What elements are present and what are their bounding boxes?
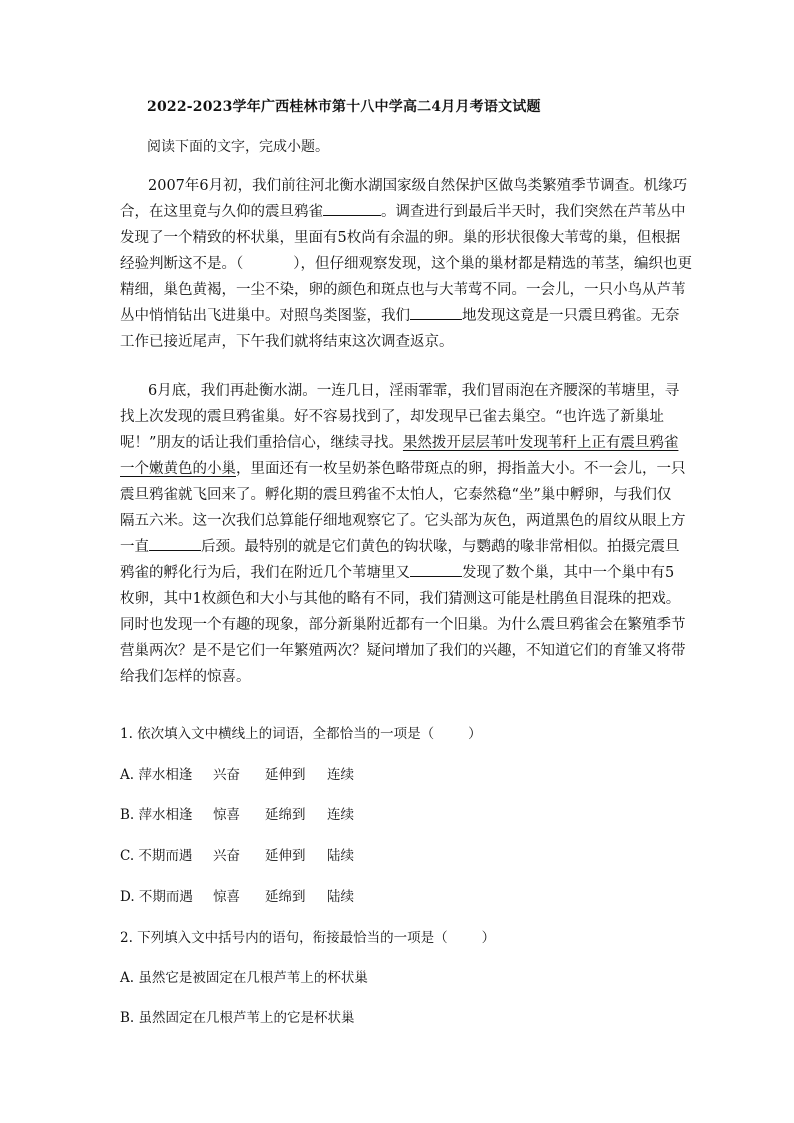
passage-line: 发现了一个精致的杯状巢，里面有5枚尚有余温的卵。巢的形状很像大苇莺的巢，但根据 <box>120 230 681 246</box>
page-title: 2022-2023学年广西桂林市第十八中学高二4月月考语文试题 <box>147 99 541 115</box>
instruction-text: 阅读下面的文字，完成小题。 <box>147 139 329 155</box>
passage-line: 呢！”朋友的话让我们重拾信心，继续寻找。果然拨开层层苇叶发现苇秆上正有震旦鸦雀 <box>120 435 679 451</box>
passage-line: 隔五六米。这一次我们总算能仔细地观察它了。它头部为灰色，两道黑色的眉纹从眼上方 <box>120 513 686 529</box>
q2-option-b[interactable]: B. 虽然固定在几根芦苇上的它是杯状巢 <box>120 1010 355 1026</box>
question-2: 2. 下列填入文中括号内的语句，衔接最恰当的一项是（ ） <box>120 930 496 946</box>
passage-paragraph-1 <box>120 173 692 355</box>
question-1: 1. 依次填入文中横线上的词语，全都恰当的一项是（ ） <box>120 726 482 742</box>
passage-line: 一直 后颈。最特别的就是它们黄色的钩状喙，与鹦鹉的喙非常相似。拍摄完震旦 <box>120 534 680 560</box>
passage-line: 找上次发现的震旦鸦雀巢。好不容易找到了，却发现早已雀去巢空。“也许选了新巢址 <box>120 409 664 425</box>
passage-line: 经验判断这不是。（ ），但仔细观察发现，这个巢的巢材都是精选的苇茎，编织也更 <box>120 256 692 272</box>
passage-line: 精细，巢色黄褐，一尘不染，卵的颜色和斑点也与大苇莺不同。一会儿，一只小鸟从芦苇 <box>120 282 686 298</box>
passage-line: 工作已接近尾声，下午我们就将结束这次调查返京。 <box>120 334 454 350</box>
fill-blank <box>149 536 201 551</box>
passage-line: 2007年6月初，我们前往河北衡水湖国家级自然保护区做鸟类繁殖季节调查。机缘巧 <box>148 178 688 194</box>
passage-line: 鸦雀的孵化行为后，我们在附近几个苇塘里又 发现了数个巢，其中一个巢中有5 <box>120 560 680 586</box>
passage-line: 一个嫩黄色的小巢，里面还有一枚呈奶茶色略带斑点的卵，拇指盖大小。不一会儿，一只 <box>120 461 686 477</box>
passage-line: 营巢两次？是不是它们一年繁殖两次？疑问增加了我们的兴趣，不知道它们的育雏又将带 <box>120 643 686 659</box>
passage-line: 震旦鸦雀就飞回来了。孵化期的震旦鸦雀不太怕人，它泰然稳“坐”巢中孵卵，与我们仅 <box>120 487 672 503</box>
q1-option-a[interactable]: A. 萍水相逢 兴奋 延伸到 连续 <box>120 767 354 783</box>
passage-line: 合，在这里竟与久仰的震旦鸦雀 。调查进行到最后半天时，我们突然在芦苇丛中 <box>120 199 680 225</box>
q1-option-b[interactable]: B. 萍水相逢 惊喜 延绵到 连续 <box>120 807 354 823</box>
q2-option-a[interactable]: A. 虽然它是被固定在几根芦苇上的杯状巢 <box>120 970 368 986</box>
fill-blank <box>323 201 381 216</box>
passage-line: 给我们怎样的惊喜。 <box>120 669 251 685</box>
fill-blank <box>410 562 462 577</box>
underlined-sentence: 一个嫩黄色的小巢 <box>120 461 236 477</box>
passage-line: 6月底，我们再赴衡水湖。一连几日，淫雨霏霏，我们冒雨泡在齐腰深的苇塘里，寻 <box>148 383 680 399</box>
q1-option-d[interactable]: D. 不期而遇 惊喜 延绵到 陆续 <box>120 889 354 905</box>
fill-blank <box>410 305 462 320</box>
passage-line: 丛中悄悄钻出飞进巢中。对照鸟类图鉴，我们 地发现这竟是一只震旦鸦雀。无奈 <box>120 303 680 329</box>
passage-paragraph-2 <box>120 378 686 690</box>
underlined-sentence: 果然拨开层层苇叶发现苇秆上正有震旦鸦雀 <box>402 435 679 451</box>
passage-line: 枚卵，其中1枚颜色和大小与其他的略有不同，我们猜测这可能是杜鹃鱼目混珠的把戏。 <box>120 591 681 607</box>
q1-option-c[interactable]: C. 不期而遇 兴奋 延伸到 陆续 <box>120 848 354 864</box>
passage-line: 同时也发现一个有趣的现象，部分新巢附近都有一个旧巢。为什么震旦鸦雀会在繁殖季节 <box>120 617 686 633</box>
